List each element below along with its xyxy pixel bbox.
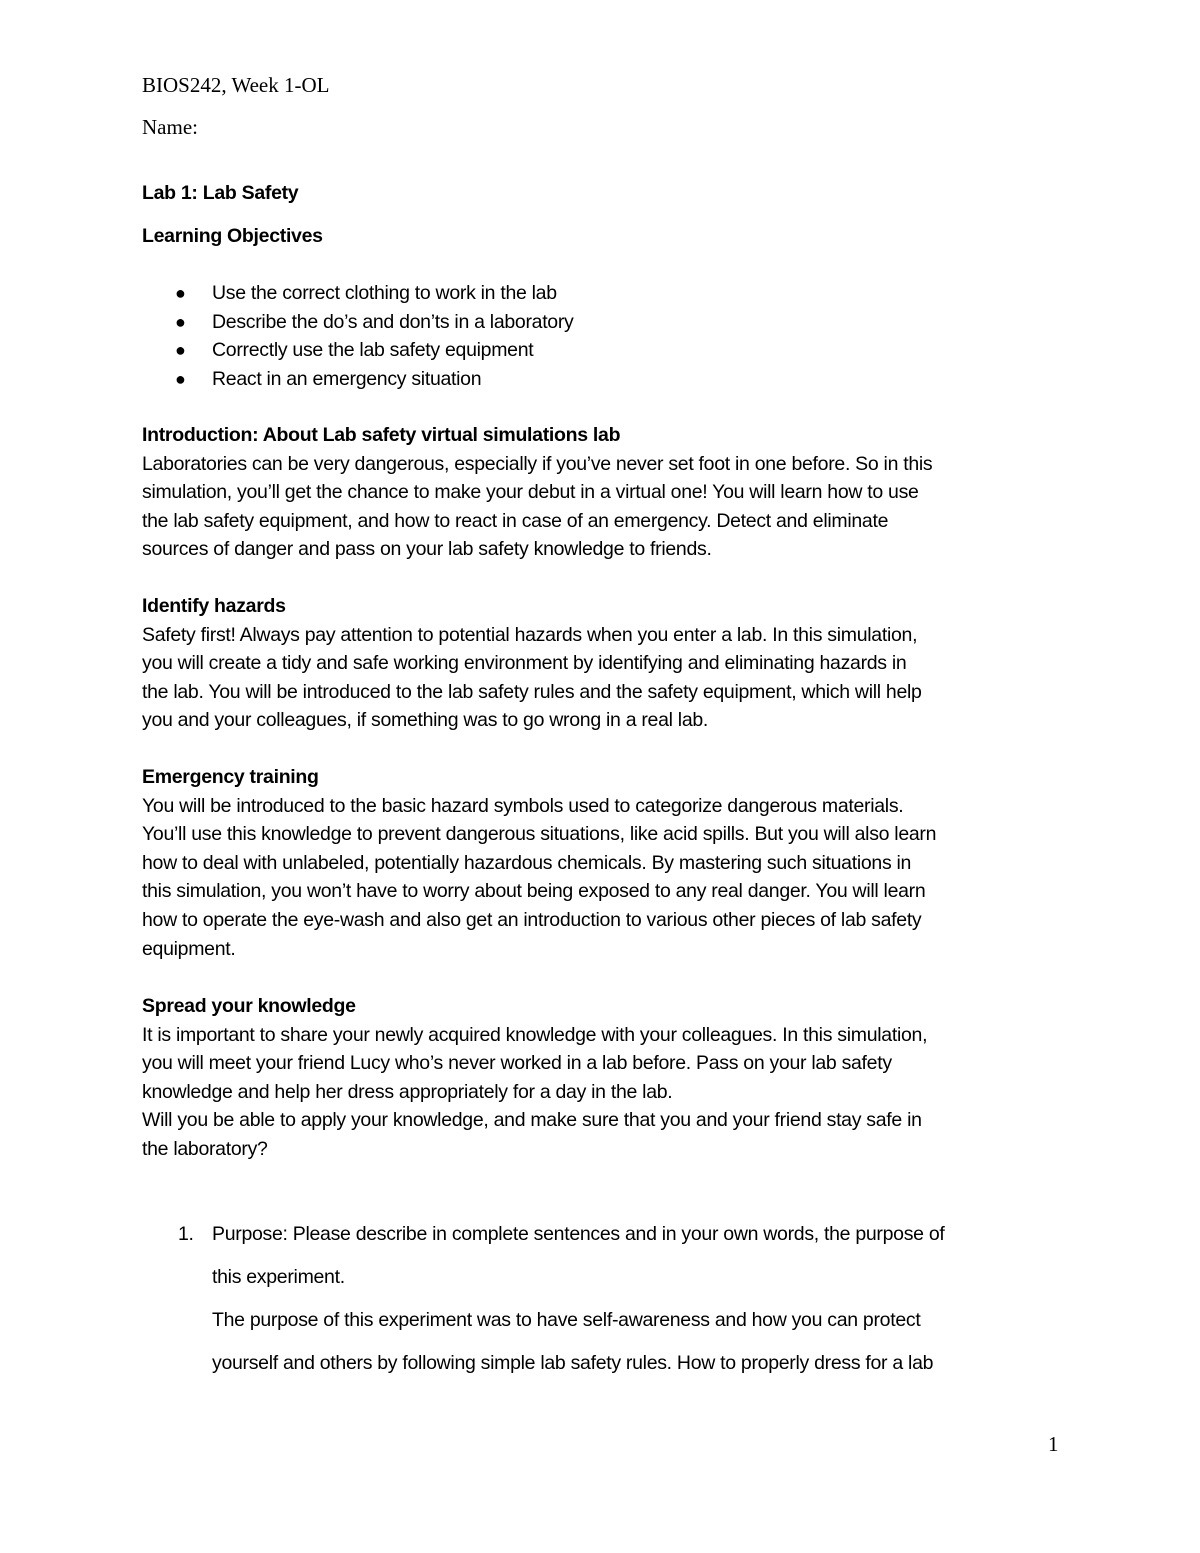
section-heading: Emergency training: [142, 766, 319, 788]
paragraph-line: you will meet your friend Lucy who’s never worked in a lab before. Pass on your lab safety: [142, 1052, 892, 1075]
paragraph-line: how to operate the eye-wash and also get an introduction to various other pieces of lab safety: [142, 908, 922, 931]
paragraph-line: the lab safety equipment, and how to react in case of an emergency. Detect and eliminate: [142, 509, 889, 532]
bullet-icon: ●: [175, 340, 186, 361]
paragraph-line: how to deal with unlabeled, potentially hazardous chemicals. By mastering such situations in: [142, 851, 912, 874]
section-heading: Introduction: About Lab safety virtual simulations lab: [142, 424, 621, 446]
paragraph-line: It is important to share your newly acquired knowledge with your colleagues. In this simulation,: [142, 1023, 928, 1046]
introduction-section: [142, 421, 932, 564]
paragraph-line: you will create a tidy and safe working environment by identifying and eliminating hazards in: [142, 652, 907, 675]
bullet-icon: ●: [175, 283, 186, 303]
section-heading: Identify hazards: [142, 595, 286, 617]
list-item: ● Describe the do’s and don’ts in a laboratory: [142, 308, 574, 337]
question-prompt-line: Purpose: Please describe in complete sentences and in your own words, the purpose of: [212, 1223, 945, 1245]
paragraph-line: Safety first! Always pay attention to potential hazards when you enter a lab. In this simulation,: [142, 623, 918, 646]
objectives-list: [142, 279, 574, 393]
hazards-section: [142, 592, 922, 735]
spread-section: [142, 992, 927, 1106]
paragraph-line: Will you be able to apply your knowledge, and make sure that you and your friend stay safe in: [142, 1109, 922, 1131]
paragraph-line: knowledge and help her dress appropriately for a day in the lab.: [142, 1080, 673, 1103]
paragraph-line: You will be introduced to the basic hazard symbols used to categorize dangerous materials.: [142, 794, 904, 817]
closing-paragraph: [142, 1106, 922, 1163]
bullet-icon: ●: [175, 311, 186, 332]
question-number: 1.: [178, 1223, 194, 1245]
question-prompt-line: this experiment.: [212, 1266, 345, 1288]
document-title: Lab 1: Lab Safety: [142, 182, 299, 204]
paragraph-line: this simulation, you won’t have to worry about being exposed to any real danger. You will learn: [142, 880, 926, 903]
paragraph-line: the lab. You will be introduced to the lab safety rules and the safety equipment, which will help: [142, 680, 922, 703]
paragraph-line: equipment.: [142, 937, 236, 960]
paragraph-line: the laboratory?: [142, 1137, 268, 1160]
bullet-icon: ●: [175, 368, 186, 389]
objectives-heading: Learning Objectives: [142, 225, 323, 247]
answer-line: yourself and others by following simple lab safety rules. How to properly dress for a lab: [212, 1352, 934, 1374]
list-item: ● Correctly use the lab safety equipment: [142, 336, 574, 365]
course-header: BIOS242, Week 1-OL: [142, 73, 330, 97]
list-item: ● React in an emergency situation: [142, 365, 574, 394]
name-label: Name:: [142, 115, 198, 139]
paragraph-line: you and your colleagues, if something was to go wrong in a real lab.: [142, 709, 709, 732]
paragraph-line: You’ll use this knowledge to prevent dangerous situations, like acid spills. But you will also learn: [142, 823, 937, 846]
emergency-section: [142, 763, 936, 963]
question-1: [142, 1216, 945, 1388]
page-number: 1: [1048, 1432, 1059, 1456]
paragraph-line: Laboratories can be very dangerous, especially if you’ve never set foot in one before. So in this: [142, 452, 933, 475]
section-heading: Spread your knowledge: [142, 995, 356, 1017]
paragraph-line: sources of danger and pass on your lab safety knowledge to friends.: [142, 538, 712, 561]
list-item: ● Use the correct clothing to work in the lab: [142, 279, 574, 308]
paragraph-line: simulation, you’ll get the chance to make your debut in a virtual one! You will learn how to use: [142, 481, 919, 504]
answer-line: The purpose of this experiment was to have self-awareness and how you can protect: [212, 1309, 921, 1331]
